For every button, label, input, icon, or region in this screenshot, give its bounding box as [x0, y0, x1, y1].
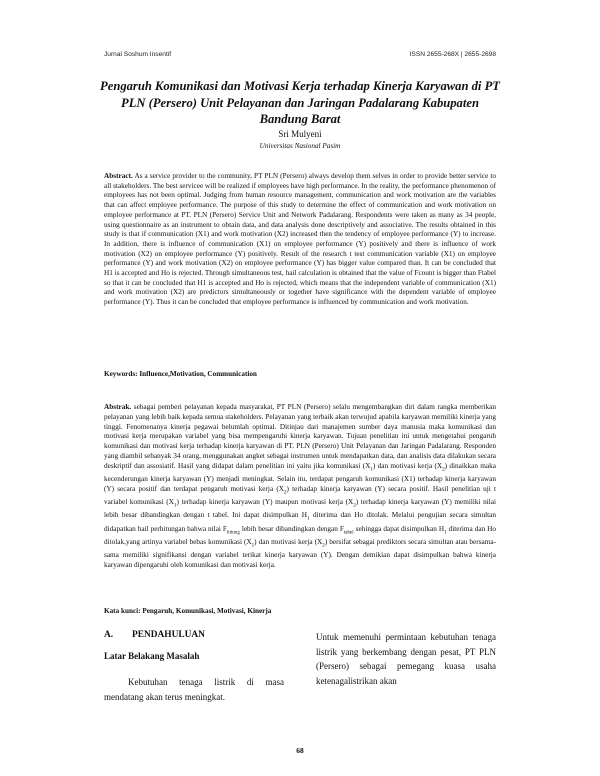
issn: ISSN 2655-268X | 2655-2698	[409, 51, 496, 58]
abstract-english	[104, 172, 496, 308]
subsection-heading: Latar Belakang Masalah	[104, 651, 200, 661]
section-number: A.	[104, 630, 114, 640]
abstrak-label: Abstrak.	[104, 403, 132, 411]
kata-kunci: Kata kunci: Pengaruh, Komunikasi, Motivasi, Kinerja	[104, 607, 272, 615]
page-number: 68	[296, 746, 304, 755]
section-heading	[104, 630, 289, 640]
abstract-text: As a service provider to the community, PT PLN (Persero) always develop them selves in order to provide better service to all stakeholders. The best servicee will be realized if employees have high performance. In the reality, the performance phenomenon of employees has not been optimal. Judging from human resource management, communication and work motivation are the variables that can affect employee performance. The purpose of this study to determine the effect of communication and work motivation on employee performance at PT. PLN (Persero) Service Unit and Network Padalarang. Respondents were taken as many as 34 people, using questionnaire as an instrument to obtain data, and data analysis done descriptively and associative. The results obtained in this study is that if communication (X1) and work motivation (X2) increased then the tendency of employee performance (Y) to increase. In addition, there is influence of communication (X1) on employee performance (Y) positively and there is influence of work motivation (X2) on employee performance (Y) positively. Result of the research t test communication variable (X1) on employee performance (Y) and work motivation (X2) on employee performance (Y) has bigger value compared than. It can be concluded that H1 is accepted and Ho is rejected. Through simultaneous test, hail calculation is obtained that the value of Fcount is bigger than Ftabel so that it can be concluded that H1 is accepted and Ho is rejected, which means that the independent variable of communication (X1) and work motivation (X2) are predictors simultaneously or together have significance with the dependent variable of employee performance (Y). Thus it can be concluded that employee performance is influenced by communication and work motivation.	[104, 172, 496, 307]
keywords: Keywords: Influence,Motivation, Communication	[104, 370, 257, 378]
body-right-column: Untuk memenuhi permintaan kebutuhan tenaga listrik yang berkembang dengan pesat, PT PLN (Persero) sebagai pemegang kuasa usaha ketenagalistrikan akan	[316, 632, 496, 686]
affiliation: Universitas Nasional Pasim	[259, 142, 341, 150]
section-title: PENDAHULUAN	[132, 630, 205, 640]
paper-title: Pengaruh Komunikasi dan Motivasi Kerja terhadap Kinerja Karyawan di PT PLN (Persero) Unit Pelayanan dan Jaringan Padalarang Kabupaten Bandung Barat	[100, 79, 500, 126]
abstract-label: Abstract.	[104, 172, 133, 180]
journal-name: Jurnal Soshum Insentif	[104, 51, 172, 58]
abstract-indonesian: Abstrak. sebagai pemberi pelayanan kepada masyarakat, PT PLN (Persero) selalu mengembangkan diri dalam rangka memberikan pelayanan yang lebih baik kepada semua stakeholders. Pelayanan yang terbaik akan terwujud apabila karyawan memiliki kinerja yang tinggi. Fenomenanya kinerja pegawai belumlah optimal. Ditinjau dari manajemen sumber daya manusia maka komunikasi dan motivasi kerja merupakan variabel yang bisa mempengaruhi kinerja karyawan. Tujuan penelitian ini untuk mengetahui pengaruh komunikasi dan motivasi kerja terhadap kinerja karyawan di PT. PLN (Persero) Unit Pelayanan dan Jaringan Padalarang. Responden yang diambil sebanyak 34 orang, menggunakan angket sebagai instrumen untuk mendapatkan data, dan analisis data dilakukan secara deskriptif dan assosiatif. Hasil yang didapat dalam penelitian ini yaitu jika komunikasi $(X_1)$ dan motivasi kerja $(X_2)$ dinaikkan maka kecenderungan kinerja karyawan (Y) menjadi meningkat. Selain itu, terdapat pengaruh komunikasi (X1) terhadap kinerja karyawan (Y) secara positif dan terdapat pengaruh motivasi kerja $(X_2)$ terhadap kinerja karyawan (Y) secara positif. Hasil penelitian uji t variabel komunikasi $(X_1)$ terhadap kinerja karyawan (Y) maupun motivasi kerja $(X_2)$ terhadap kinerja karyawan (Y) memiliki nilai lebih besar dibandingkan dengan t tabel. Ini dapat disimpulkan $H_1$ diterima dan Ho ditolak. Melalui pengujian secara simultan didapatkan hail perhitungan bahwa nilai $F_{hitung}$ lebih besar dibandingkan dengan $F_{tabel}$ sehingga dapat disimpulkan $H_1$ diterima dan Ho ditolak,yang artinya variabel bebas komunikasi $(X_1)$ dan motivasi kerja $(X_2)$ bersifat sebagai prediktors secara simultan atau bersama-sama memiliki signifikansi dengan variabel terikat kinerja karyawan (Y). Dengan demikian dapat disimpulkan bahwa kinerja karyawan dipengaruhi oleh komunikasi dan motivasi kerja.	[104, 403, 497, 569]
body-left-column: Kebutuhan tenaga listrik di masa mendatang akan terus meningkat.	[104, 677, 284, 702]
author: Sri Mulyeni	[278, 129, 322, 139]
